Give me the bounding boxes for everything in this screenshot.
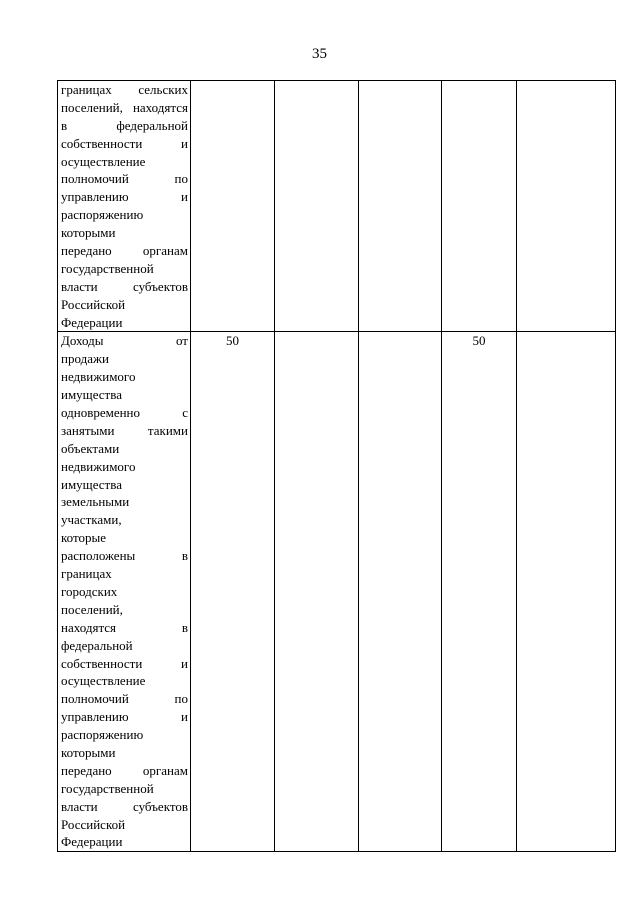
description-line: расположены в: [61, 548, 188, 564]
table-body: [58, 81, 616, 852]
table-row: [58, 332, 616, 852]
description-line: полномочий по: [61, 171, 188, 187]
description-line: Российской: [61, 296, 126, 312]
row-description: [58, 332, 191, 852]
description-line: собственности и: [61, 135, 188, 151]
value-cell: 50: [191, 332, 275, 852]
description-line: недвижимого: [61, 369, 136, 385]
description-line: Доходы от: [61, 333, 188, 349]
description-line: полномочий по: [61, 691, 188, 707]
description-line: недвижимого: [61, 458, 136, 474]
row-description: [58, 81, 191, 332]
value-cell: [275, 81, 359, 332]
description-line: власти субъектов: [61, 798, 188, 814]
description-line: границах: [61, 566, 112, 582]
description-line: поселений, находятся: [61, 99, 188, 115]
description-line: передано органам: [61, 243, 188, 259]
description-line: участками,: [61, 512, 122, 528]
description-line: в федеральной: [61, 117, 188, 133]
description-line: государственной: [61, 260, 154, 276]
description-line: передано органам: [61, 762, 188, 778]
value-cell: [191, 81, 275, 332]
description-line: управлению и: [61, 709, 188, 725]
budget-table: [57, 80, 616, 852]
value-cell: [517, 81, 616, 332]
description-line: земельными: [61, 494, 130, 510]
value-cell: [359, 332, 442, 852]
description-line: объектами: [61, 440, 120, 456]
description-line: занятыми такими: [61, 422, 188, 438]
description-line: власти субъектов: [61, 278, 188, 294]
description-line: осуществление: [61, 673, 146, 689]
description-line: федеральной: [61, 637, 133, 653]
description-line: которыми: [61, 744, 116, 760]
description-line: Федерации: [61, 314, 123, 330]
description-line: имущества: [61, 476, 122, 492]
description-line: управлению и: [61, 189, 188, 205]
description-line: которые: [61, 530, 106, 546]
value-cell: [359, 81, 442, 332]
description-line: находятся в: [61, 619, 188, 635]
page-number: 35: [312, 46, 327, 62]
description-line: городских: [61, 583, 118, 599]
description-line: собственности и: [61, 655, 188, 671]
description-line: имущества: [61, 387, 122, 403]
description-line: осуществление: [61, 153, 146, 169]
value-cell: [442, 81, 517, 332]
description-line: Федерации: [61, 834, 123, 850]
description-line: которыми: [61, 225, 116, 241]
description-line: продажи: [61, 351, 109, 367]
value-cell: [517, 332, 616, 852]
table-row: [58, 81, 616, 332]
description-line: распоряжению: [61, 727, 144, 743]
description-line: одновременно с: [61, 405, 188, 421]
value-cell: [275, 332, 359, 852]
value-cell: 50: [442, 332, 517, 852]
description-line: государственной: [61, 780, 154, 796]
description-line: Российской: [61, 816, 126, 832]
description-line: поселений,: [61, 601, 123, 617]
description-line: границах сельских: [61, 82, 188, 97]
description-line: распоряжению: [61, 207, 144, 223]
